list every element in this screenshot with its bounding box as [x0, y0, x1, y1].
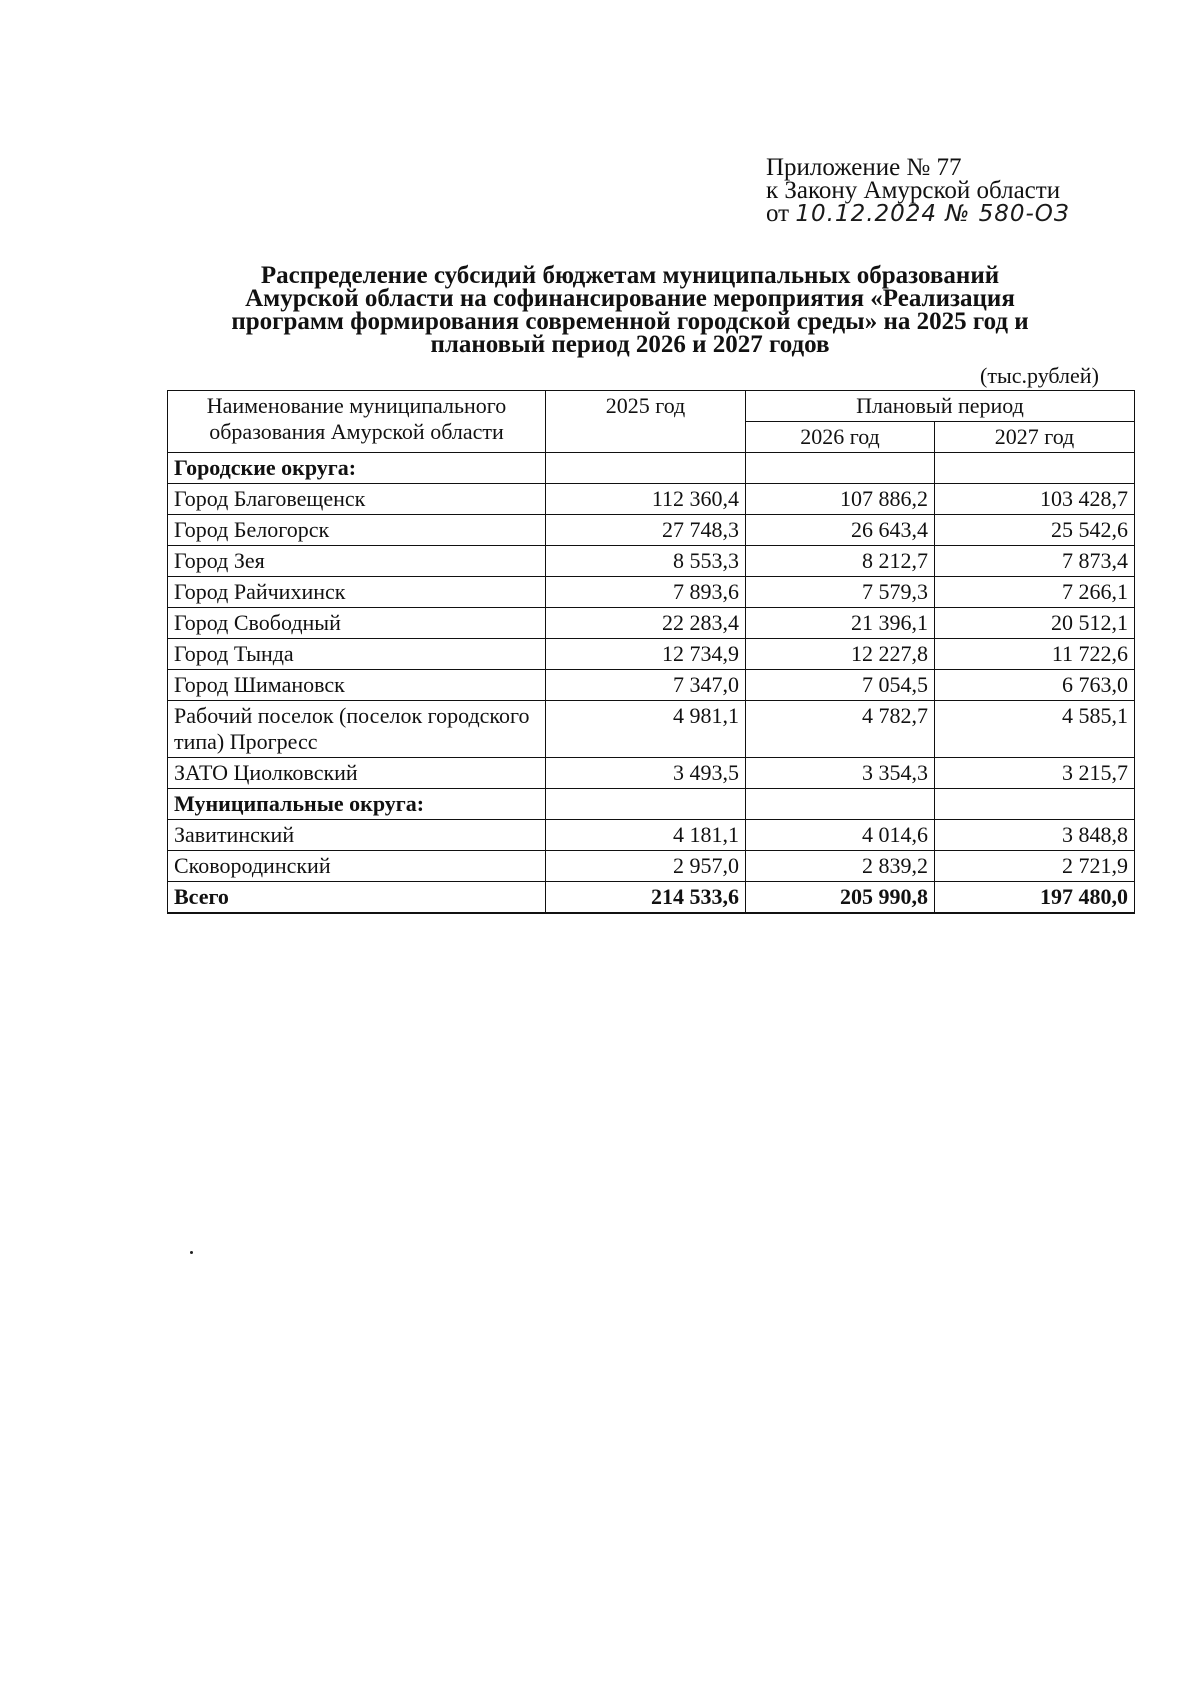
municipality-name: Рабочий поселок (поселок городского типа) Прогресс [168, 701, 546, 758]
table-row [168, 701, 1135, 758]
header-2026: 2026 год [746, 422, 935, 453]
scan-speck [190, 1251, 193, 1254]
amount-2025: 27 748,3 [546, 515, 746, 546]
attachment-date-line [766, 202, 1070, 226]
amount-2026: 7 579,3 [746, 577, 935, 608]
amount-2025: 22 283,4 [546, 608, 746, 639]
municipality-name: Город Благовещенск [168, 484, 546, 515]
municipality-name: Город Шимановск [168, 670, 546, 701]
amount-2027: 3 848,8 [935, 820, 1135, 851]
attachment-law: к Закону Амурской области [766, 177, 1061, 204]
amount-2025: 8 553,3 [546, 546, 746, 577]
title-line-4: плановый период 2026 и 2027 годов [430, 331, 830, 358]
section-row [168, 789, 1135, 820]
document-title [160, 264, 1100, 356]
amount-2026: 2 839,2 [746, 851, 935, 882]
table-row [168, 577, 1135, 608]
amount-2025: 3 493,5 [546, 758, 746, 789]
section-title: Городские округа: [168, 453, 546, 484]
municipality-name: ЗАТО Циолковский [168, 758, 546, 789]
subsidy-table [167, 390, 1135, 914]
amount-2026: 4 782,7 [746, 701, 935, 758]
amount-2025: 112 360,4 [546, 484, 746, 515]
amount-2027: 25 542,6 [935, 515, 1135, 546]
table-row [168, 515, 1135, 546]
amount-2026: 26 643,4 [746, 515, 935, 546]
total-2027: 197 480,0 [935, 882, 1135, 914]
amount-2027: 6 763,0 [935, 670, 1135, 701]
empty-cell [746, 789, 935, 820]
amount-2026: 4 014,6 [746, 820, 935, 851]
municipality-name: Город Зея [168, 546, 546, 577]
municipality-name: Сковородинский [168, 851, 546, 882]
amount-2027: 20 512,1 [935, 608, 1135, 639]
municipality-name: Город Райчихинск [168, 577, 546, 608]
attachment-reference [766, 156, 1070, 226]
total-2026: 205 990,8 [746, 882, 935, 914]
title-line-1: Распределение субсидий бюджетам муниципальных образований [260, 262, 1000, 289]
amount-2027: 7 266,1 [935, 577, 1135, 608]
amount-2026: 8 212,7 [746, 546, 935, 577]
amount-2025: 2 957,0 [546, 851, 746, 882]
empty-cell [935, 789, 1135, 820]
handwritten-date-number: 10.12.2024 № 580-ОЗ [795, 201, 1070, 227]
empty-cell [746, 453, 935, 484]
attachment-number: Приложение № 77 [766, 154, 962, 181]
table-row [168, 639, 1135, 670]
amount-2026: 3 354,3 [746, 758, 935, 789]
header-planned-period: Плановый период [746, 391, 1135, 422]
empty-cell [546, 789, 746, 820]
title-line-2: Амурской области на софинансирование мероприятия «Реализация [245, 285, 1015, 312]
header-2025: 2025 год [546, 391, 746, 453]
amount-2027: 3 215,7 [935, 758, 1135, 789]
municipality-name: Завитинский [168, 820, 546, 851]
attachment-date-prefix: от [766, 200, 790, 227]
section-title: Муниципальные округа: [168, 789, 546, 820]
units-label: (тыс.рублей) [980, 363, 1099, 388]
table-row [168, 851, 1135, 882]
amount-2027: 103 428,7 [935, 484, 1135, 515]
amount-2026: 12 227,8 [746, 639, 935, 670]
header-2027: 2027 год [935, 422, 1135, 453]
amount-2025: 4 981,1 [546, 701, 746, 758]
total-2025: 214 533,6 [546, 882, 746, 914]
amount-2027: 2 721,9 [935, 851, 1135, 882]
header-municipality: Наименование муниципального образования Амурской области [168, 391, 546, 453]
title-line-3: программ формирования современной городской среды» на 2025 год и [231, 308, 1029, 335]
section-row [168, 453, 1135, 484]
amount-2025: 12 734,9 [546, 639, 746, 670]
table-body [168, 453, 1135, 914]
table-row [168, 546, 1135, 577]
municipality-name: Город Белогорск [168, 515, 546, 546]
table-row [168, 758, 1135, 789]
amount-2025: 4 181,1 [546, 820, 746, 851]
total-row [168, 882, 1135, 914]
municipality-name: Город Свободный [168, 608, 546, 639]
total-label: Всего [168, 882, 546, 914]
amount-2025: 7 893,6 [546, 577, 746, 608]
amount-2027: 7 873,4 [935, 546, 1135, 577]
amount-2026: 107 886,2 [746, 484, 935, 515]
amount-2026: 21 396,1 [746, 608, 935, 639]
municipality-name: Город Тында [168, 639, 546, 670]
table-row [168, 608, 1135, 639]
amount-2027: 11 722,6 [935, 639, 1135, 670]
table-row [168, 820, 1135, 851]
table-row [168, 670, 1135, 701]
empty-cell [935, 453, 1135, 484]
amount-2025: 7 347,0 [546, 670, 746, 701]
amount-2026: 7 054,5 [746, 670, 935, 701]
empty-cell [546, 453, 746, 484]
amount-2027: 4 585,1 [935, 701, 1135, 758]
table-row [168, 484, 1135, 515]
